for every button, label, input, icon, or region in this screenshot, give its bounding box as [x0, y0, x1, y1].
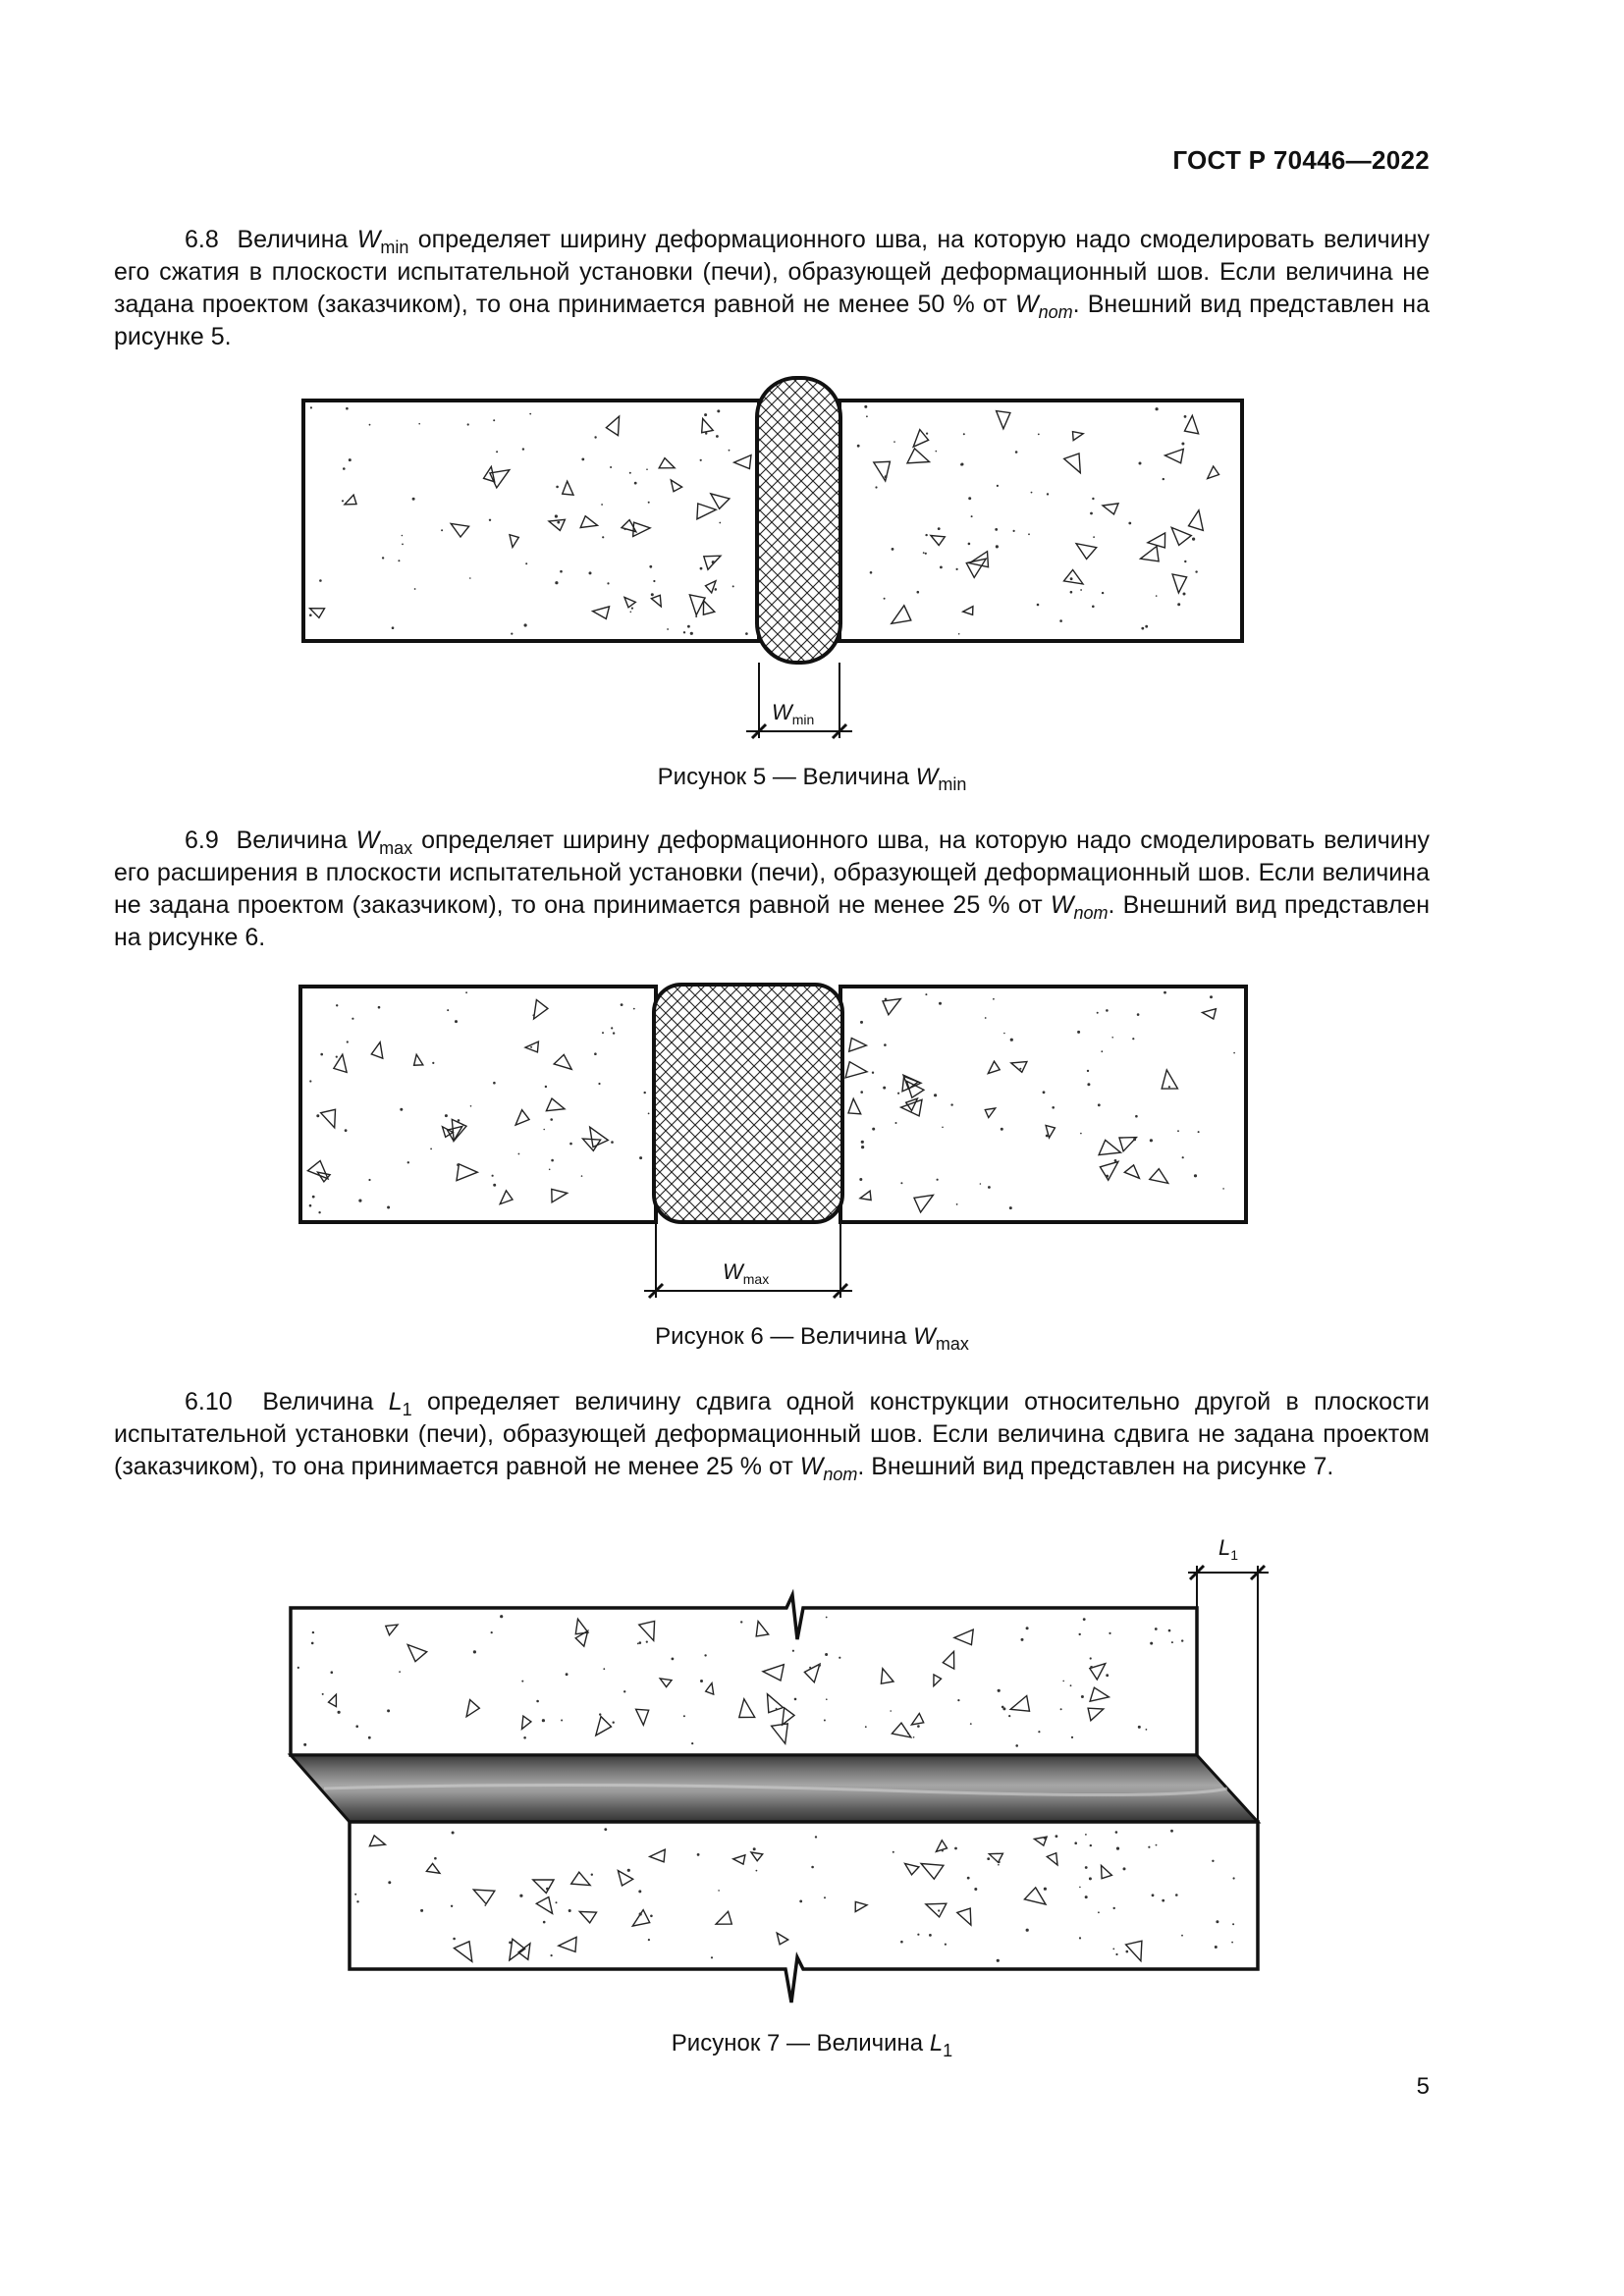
- symbol: W: [1050, 891, 1074, 919]
- symbol-subscript: nom: [1073, 903, 1109, 923]
- figure-7-caption: [0, 2030, 1624, 2060]
- text-run: Величина: [236, 827, 356, 854]
- symbol: W: [723, 1259, 743, 1284]
- text-run: . Внешний вид представлен на рисунке 5.: [114, 291, 1431, 350]
- text-run: определяет ширину деформационного шва, на которую надо смоделировать величину его расширения в плоскости испытательной установки (печи), образующей деформационный шов. Если величина не задана проектом (заказчиком), то она принимается равной не менее 25 % от: [114, 827, 1430, 919]
- symbol: W: [1014, 291, 1039, 318]
- concrete-slab-lower: [350, 1822, 1258, 2002]
- symbol-subscript: min: [791, 712, 815, 727]
- concrete-slab-right: [840, 987, 1246, 1222]
- text-run: Величина: [262, 1388, 389, 1415]
- symbol: W: [915, 764, 939, 790]
- joint-filler-compressed: [757, 378, 840, 663]
- dimension-label-wmin: [772, 700, 814, 725]
- symbol: W: [772, 700, 792, 724]
- caption-text: Рисунок 7 — Величина: [671, 2030, 930, 2056]
- symbol: W: [913, 1323, 936, 1350]
- page-number: 5: [1416, 2073, 1430, 2100]
- figure-6-drawing: [0, 972, 1624, 1296]
- symbol-subscript: max: [379, 838, 413, 858]
- text-run: определяет величину сдвига одной конструкции относительно другой в плоскости испытательной установки (печи), образующей деформационный шов. Если величина сдвига не задана проектом (заказчиком), то она принимается равной не менее 25 % от: [114, 1388, 1430, 1480]
- figure-5-caption: [0, 764, 1624, 794]
- figure-5-drawing: [0, 363, 1624, 697]
- symbol-subscript: 1: [1230, 1547, 1239, 1563]
- symbol-subscript: min: [938, 774, 967, 794]
- concrete-slab-left: [300, 987, 656, 1222]
- symbol-subscript: max: [935, 1334, 969, 1354]
- document-header: ГОСТ Р 70446—2022: [1172, 145, 1430, 175]
- clause-number: 6.8: [185, 226, 219, 253]
- concrete-slab-right: [839, 400, 1242, 641]
- seal-layer: [291, 1755, 1258, 1822]
- symbol-subscript: min: [380, 238, 409, 257]
- clause-number: 6.9: [185, 827, 219, 854]
- clause-number: 6.10: [185, 1388, 233, 1415]
- symbol-subscript: max: [742, 1271, 770, 1287]
- figure-6-caption: [0, 1323, 1624, 1354]
- symbol: L: [929, 2030, 944, 2056]
- caption-text: Рисунок 6 — Величина: [655, 1323, 914, 1350]
- symbol: L: [1218, 1535, 1231, 1560]
- joint-filler-expanded: [654, 985, 842, 1222]
- text-run: . Внешний вид представлен на рисунке 6.: [114, 891, 1430, 951]
- symbol: W: [799, 1453, 824, 1480]
- text-run: . Внешний вид представлен на рисунке 7.: [857, 1453, 1334, 1480]
- symbol: L: [388, 1388, 403, 1415]
- concrete-slab-upper: [291, 1595, 1197, 1755]
- symbol-subscript: nom: [1038, 302, 1073, 322]
- symbol-subscript: nom: [823, 1465, 858, 1484]
- concrete-slab-left: [303, 400, 759, 641]
- paragraph-6-10: [114, 1386, 1430, 1483]
- text-run: Величина: [237, 226, 357, 253]
- caption-text: Рисунок 5 — Величина: [657, 764, 916, 790]
- dimension-label-wmax: [723, 1259, 769, 1285]
- symbol-subscript: 1: [402, 1400, 412, 1419]
- symbol: W: [356, 226, 381, 253]
- symbol: W: [355, 827, 380, 854]
- dimension-label-l1: [1218, 1535, 1238, 1561]
- paragraph-6-9: [114, 825, 1430, 954]
- symbol-subscript: 1: [943, 2041, 953, 2060]
- figure-7-drawing: [0, 1541, 1624, 1973]
- text-run: определяет ширину деформационного шва, на которую надо смоделировать величину его сжатия в плоскости испытательной установки (печи), образующей деформационный шов. Если величина не задана проектом (заказчиком), то она принимается равной не менее 50 % от: [114, 226, 1430, 318]
- paragraph-6-8: [114, 224, 1430, 353]
